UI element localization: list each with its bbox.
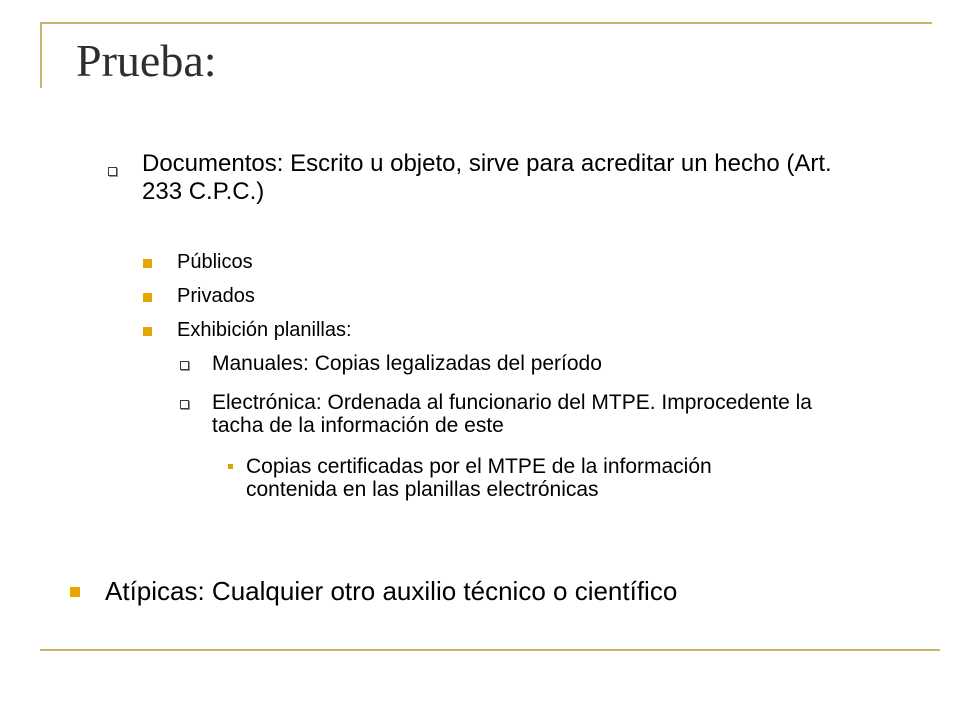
bullet-text: Atípicas: Cualquier otro auxilio técnico o científico (105, 576, 678, 606)
page-title: Prueba: (76, 35, 217, 86)
gold-square-bullet-icon (143, 259, 152, 268)
bullet-atipicas (70, 576, 890, 606)
bullet-text: Exhibición planillas: (177, 319, 352, 341)
hollow-square-bullet-icon (180, 361, 189, 370)
bullet-text: Públicos (177, 251, 253, 273)
bullet-electronica (180, 391, 860, 437)
bullet-text: Manuales: Copias legalizadas del período (212, 352, 602, 375)
gold-square-bullet-icon (70, 587, 80, 597)
bullet-privados (143, 284, 543, 308)
bottom-rule (40, 649, 940, 651)
bullet-exhibicion (143, 318, 543, 342)
bullet-text: Copias certificadas por el MTPE de la información contenida en las planillas electrónicas (246, 455, 712, 501)
bullet-text: Electrónica: Ordenada al funcionario del MTPE. Improcedente la tacha de la información de este (212, 391, 812, 437)
bullet-documentos (108, 150, 868, 206)
hollow-square-bullet-icon (180, 400, 189, 409)
hollow-square-bullet-icon (108, 167, 117, 176)
top-rule (40, 22, 932, 24)
gold-square-bullet-icon (228, 464, 233, 469)
bullet-text: Privados (177, 285, 255, 307)
bullet-text: Documentos: Escrito u objeto, sirve para acreditar un hecho (Art. 233 C.P.C.) (142, 150, 832, 205)
bullet-publicos (143, 250, 543, 274)
bullet-copias-certificadas (228, 455, 788, 501)
gold-square-bullet-icon (143, 327, 152, 336)
bullet-manuales (180, 352, 860, 375)
left-rule (40, 22, 42, 88)
gold-square-bullet-icon (143, 293, 152, 302)
